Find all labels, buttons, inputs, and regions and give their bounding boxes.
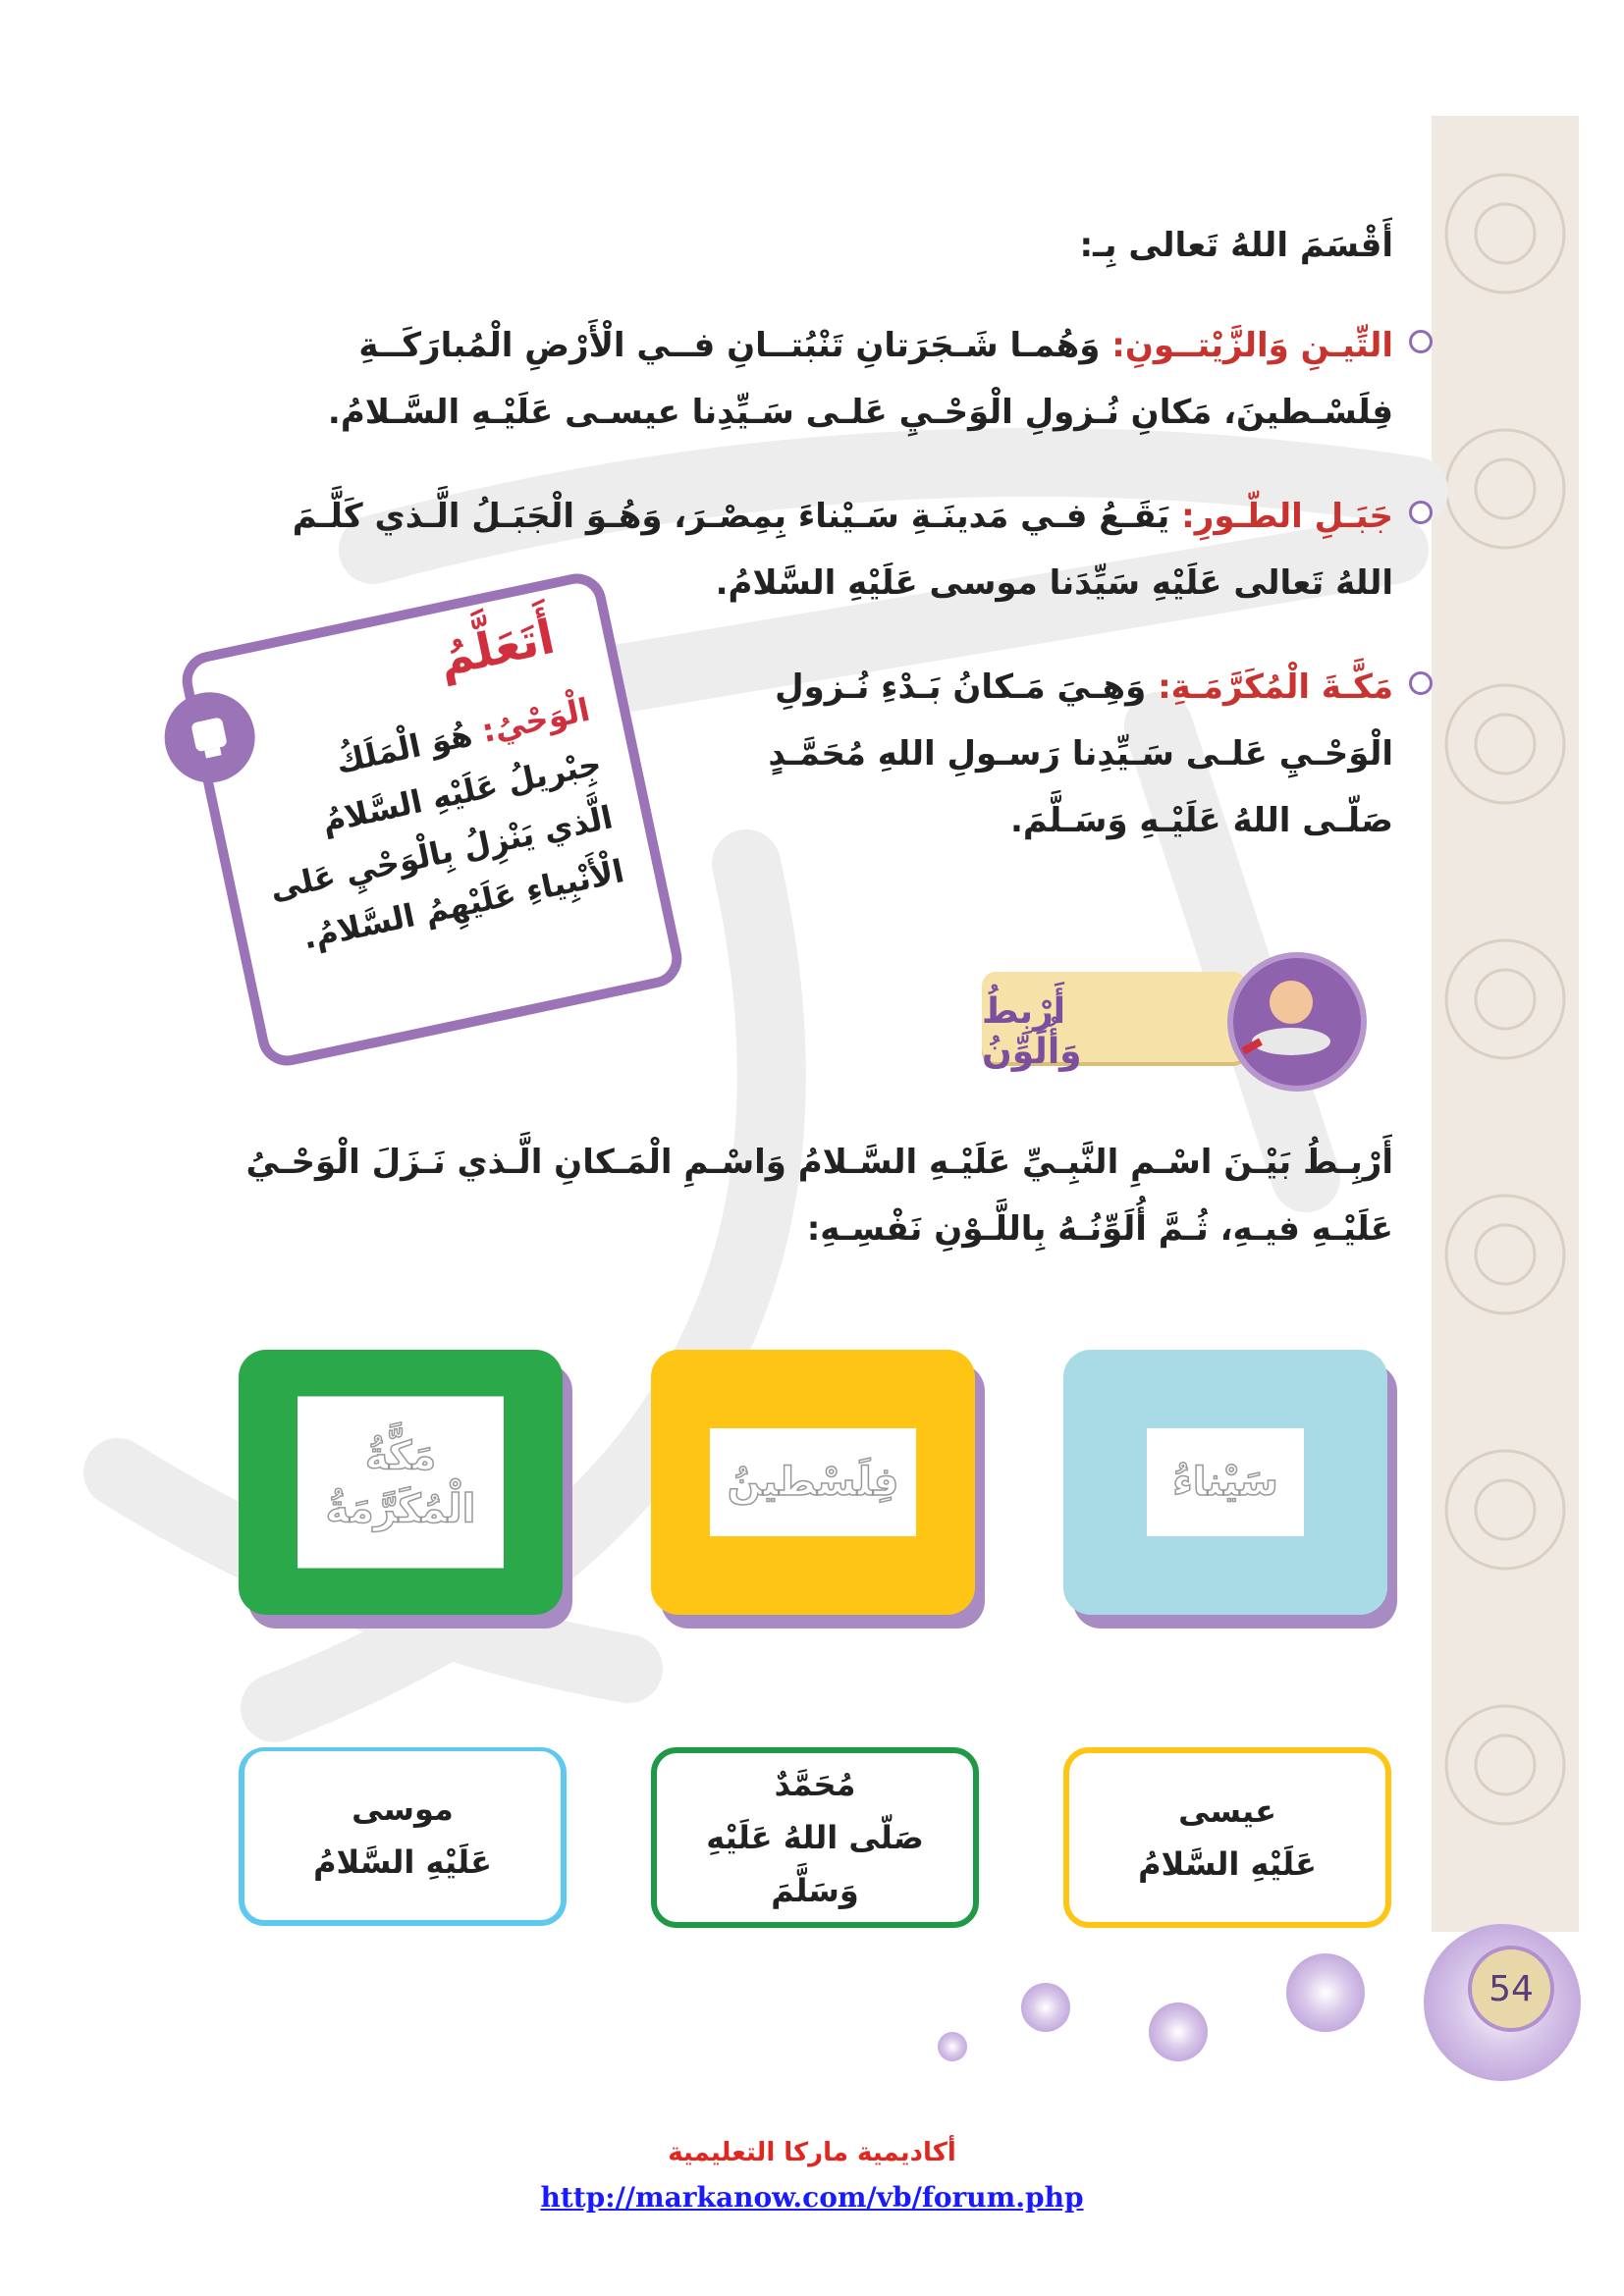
prophet-name: عيسى [1178,1792,1276,1830]
footer-academy: أكاديمية ماركا التعليمية [668,2138,956,2167]
outline-text-box [298,1397,504,1569]
prophet-name: موسى [352,1790,454,1828]
page-number: 54 [1468,1946,1554,2032]
learn-title: أَتَعَلَّمُ [433,609,560,688]
bullet-text: وَهِـيَ مَـكانُ بَـدْءِ نُـزولِ [775,667,1147,707]
learn-text: هُوَ الْمَلَكُ جِبْريلُ عَلَيْهِ السَّلامُ الَّذي يَنْزِلُ بِالْوَحْيِ عَلى الْأَنْبِياءِ عَلَيْهِمُ السَّلامُ. [266,716,627,957]
flower-icon [1286,1953,1365,2032]
place-name: فِلَسْطينُ [727,1460,899,1505]
outline-text-box [1147,1428,1304,1536]
bullet-dot-icon [1409,671,1433,695]
prophet-card-musa[interactable] [239,1747,567,1926]
bullet-dot-icon [1409,501,1433,524]
bullet-makkah [647,654,1393,854]
bullet-mount-tur [235,483,1393,616]
prophet-card-muhammad[interactable] [651,1747,979,1928]
place-card-palestine[interactable] [651,1350,975,1615]
place-name: مَكَّةُ [364,1433,437,1478]
bullet-text: اللهُ تَعالى عَلَيْهِ سَيِّدَنا موسى عَلَيْهِ السَّلامُ. [715,563,1393,603]
bullet-text: صَلّـى اللهُ عَلَيْـهِ وَسَـلَّمَ. [1009,801,1393,840]
prophet-name: مُحَمَّدٌ [774,1766,856,1803]
prophet-title: صَلّى اللهُ عَلَيْهِ وَسَلَّمَ [706,1819,924,1909]
instruction-line: أَرْبِـطُ بَيْـنَ اسْـمِ النَّبِـيِّ عَلَيْـهِ السَّـلامُ وَاسْـمِ الْمَـكانِ الَّـذي نَـزَلَ الْوَحْـيُ [245,1143,1393,1182]
learn-box [177,568,687,1071]
activity-label: أَرْبِطُ وَأُلَوِّنُ [982,991,1082,1072]
prophet-card-isa[interactable] [1063,1747,1391,1928]
bullet-text: الْوَحْـيِ عَلـى سَـيِّدِنا رَسـولِ اللهِ مُحَمَّـدٍ [768,734,1393,774]
bullet-term: مَكَّـةَ الْمُكَرَّمَـةِ: [1158,667,1393,707]
bullet-dot-icon [1409,330,1433,353]
place-name: سَيْناءُ [1172,1460,1278,1505]
bullet-text: فِلَسْـطينَ، مَكانِ نُـزولِ الْوَحْـيِ عَلـى سَـيِّدِنا عيسـى عَلَيْـهِ السَّـلامُ. [327,393,1393,432]
place-card-sinai[interactable] [1063,1350,1387,1615]
outline-text-box [710,1428,916,1536]
learn-term: الْوَحْيُ: [478,690,594,750]
place-name: الْمُكَرَّمَةُ [325,1486,476,1531]
bullet-term: جَبَـلِ الطّـورِ: [1181,497,1393,536]
intro-text: أَقْسَمَ اللهُ تَعالى بِـ: [1079,226,1393,265]
bullet-text: يَقَـعُ فـي مَدينَـةِ سَـيْناءَ بِمِصْـرَ، وَهُـوَ الْجَبَـلُ الَّـذي كَلَّـمَ [292,497,1170,536]
bullet-term: التِّيـنِ وَالزَّيْتــونِ: [1111,326,1393,365]
footer-link[interactable]: http://markanow.com/vb/forum.php [540,2181,1084,2214]
prophet-title: عَلَيْهِ السَّلامُ [313,1843,492,1881]
rocket-girl-icon [1227,952,1367,1092]
learn-body [238,682,629,971]
prophet-title: عَلَيْهِ السَّلامُ [1138,1845,1317,1883]
activity-label-bar [982,972,1247,1072]
flower-icon [1149,2002,1208,2061]
bullet-fig-olive [235,312,1393,446]
flower-icon [938,2032,967,2061]
instruction-line: عَلَيْـهِ فيـهِ، ثُـمَّ أُلَوِّنُـهُ بِاللَّـوْنِ نَفْسِـهِ: [806,1209,1393,1249]
bullet-text: وَهُمـا شَـجَرَتانِ تَنْبُتــانِ فــي الْأَرْضِ الْمُبارَكَــةِ [358,326,1101,365]
flower-icon [1021,1983,1070,2032]
activity-instruction [225,1129,1393,1262]
place-card-makkah[interactable] [239,1350,563,1615]
